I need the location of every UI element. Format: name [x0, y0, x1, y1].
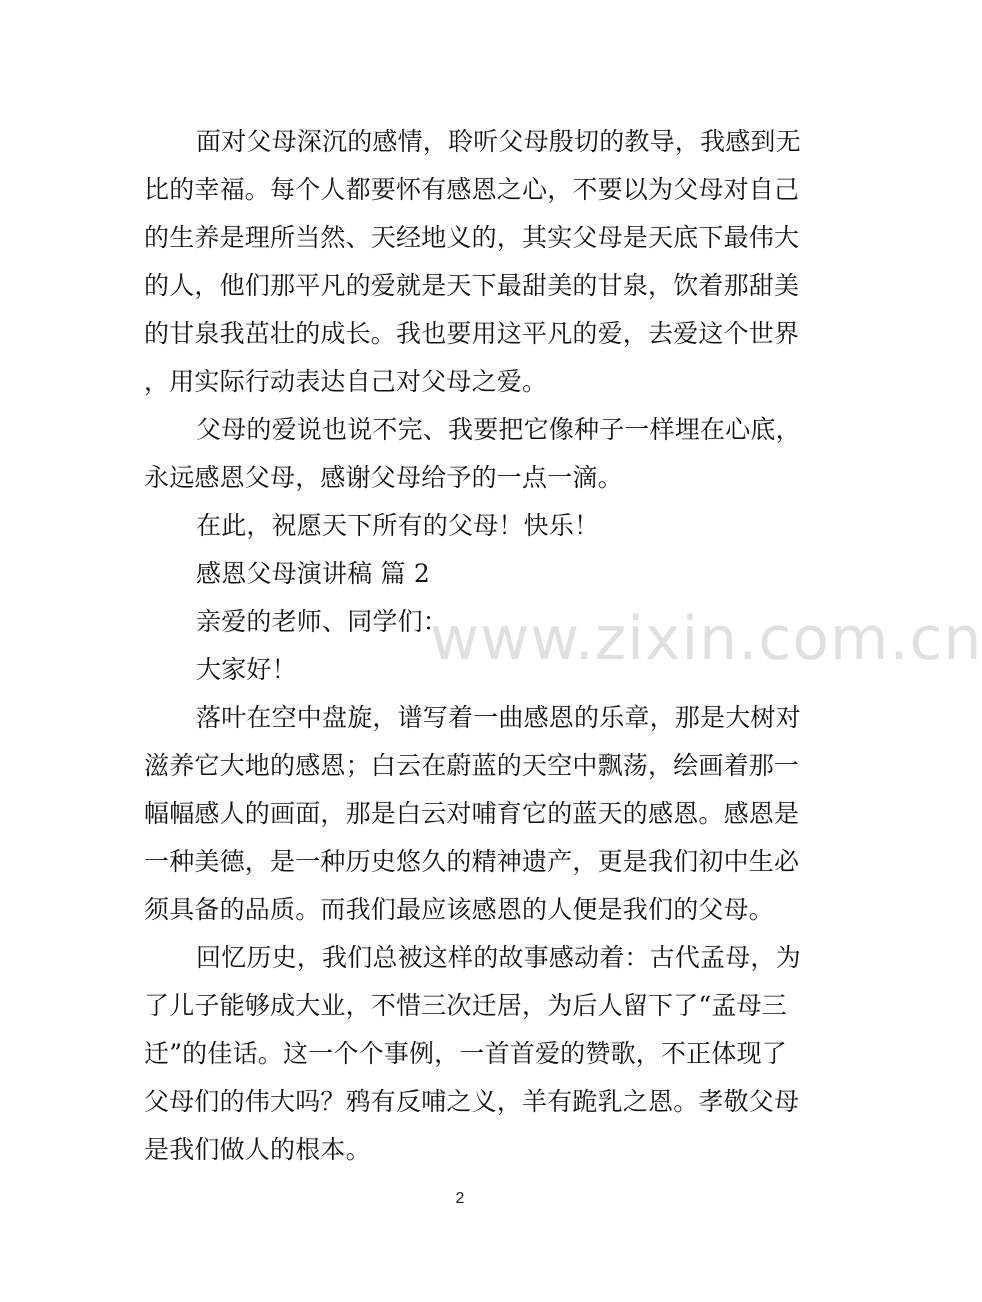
text-line: 落叶在空中盘旋，谱写着一曲感恩的乐章，那是大树对 — [196, 703, 801, 732]
text-line: 比的幸福。每个人都要怀有感恩之心，不要以为父母对自己 — [144, 175, 800, 204]
page-number: 2 — [455, 1190, 465, 1207]
text-line: 幅幅感人的画面，那是白云对哺育它的蓝天的感恩。感恩是 — [144, 799, 800, 828]
text-line: 的人，他们那平凡的爱就是天下最甜美的甘泉，饮着那甜美 — [144, 271, 800, 300]
text-line: 大家好！ — [196, 655, 297, 684]
text-line: 了儿子能够成大业，不惜三次迁居，为后人留下了“孟母三 — [144, 991, 787, 1020]
text-line: 须具备的品质。而我们最应该感恩的人便是我们的父母。 — [144, 895, 775, 924]
text-line: 的甘泉我茁壮的成长。我也要用这平凡的爱，去爱这个世界 — [144, 319, 800, 348]
text-line: 父母们的伟大吗？鸦有反哺之义，羊有跪乳之恩。孝敬父母 — [144, 1087, 800, 1116]
text-line: 亲爱的老师、同学们： — [196, 607, 449, 636]
text-line: 回忆历史，我们总被这样的故事感动着：古代孟母，为 — [196, 943, 801, 972]
text-line: 一种美德，是一种历史悠久的精神遗产，更是我们初中生必 — [144, 847, 800, 876]
text-line: ，用实际行动表达自己对父母之爱。 — [144, 367, 548, 396]
text-line: 迁”的佳话。这一个个事例，一首首爱的赞歌，不正体现了 — [144, 1039, 787, 1068]
text-line: 感恩父母演讲稿 篇 2 — [196, 559, 431, 588]
text-line: 滋养它大地的感恩；白云在蔚蓝的天空中飘荡，绘画着那一 — [144, 751, 800, 780]
text-line: 面对父母深沉的感情，聆听父母殷切的教导，我感到无 — [196, 127, 801, 156]
text-line: 是我们做人的根本。 — [144, 1135, 371, 1164]
text-line: 的生养是理所当然、天经地义的，其实父母是天底下最伟大 — [144, 223, 800, 252]
text-line: 永远感恩父母，感谢父母给予的一点一滴。 — [144, 463, 623, 492]
text-line: 父母的爱说也说不完、我要把它像种子一样埋在心底， — [196, 415, 801, 444]
document-body — [144, 118, 801, 1174]
text-line: 在此，祝愿天下所有的父母！快乐！ — [196, 511, 600, 540]
watermark: www.zixin.com.cn — [430, 604, 982, 674]
